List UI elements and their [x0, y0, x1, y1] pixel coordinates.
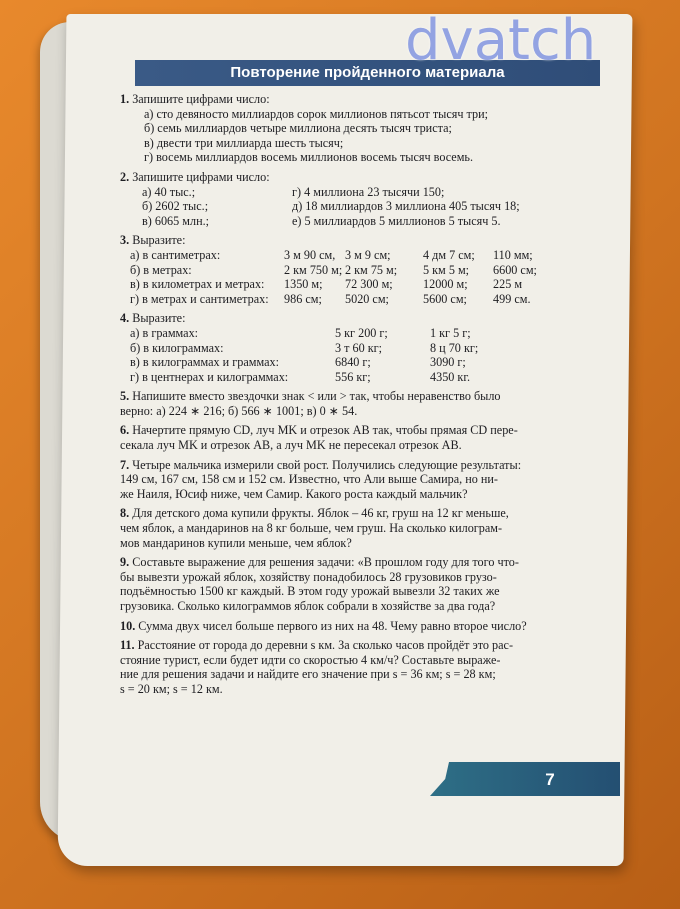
task-text-line: подъёмностью 1500 кг каждый. В этом году урожай вывезли 32 таких же — [120, 584, 500, 599]
task-item-grid — [120, 248, 565, 306]
task-number: 7. — [120, 457, 130, 472]
value: 3 м 90 см, — [284, 247, 336, 262]
task-number: 8. — [120, 506, 130, 521]
task-11 — [120, 638, 565, 696]
task-text-line: Напишите вместо звездочки знак < или > так, чтобы неравенство было — [132, 389, 501, 404]
row-label: г) в центнерах и килограммах: — [130, 369, 289, 384]
task-text-line: 149 см, 167 см, 158 см и 152 см. Известно, что Али выше Самира, но ни- — [120, 472, 498, 487]
value: 8 ц 70 кг; — [430, 340, 479, 355]
task-text-line: Начертите прямую CD, луч MK и отрезок AB так, чтобы прямая CD пере- — [132, 423, 518, 438]
task-text-line: бы вывезти урожай яблок, хозяйству понадобилось 28 грузовиков грузо- — [120, 569, 497, 584]
task-number: 1. — [120, 92, 130, 106]
task-item: д) 18 миллиардов 3 миллиона 405 тысяч 18; — [292, 199, 520, 214]
task-text-line: Для детского дома купили фрукты. Яблок – 46 кг, груш на 12 кг меньше, — [132, 506, 509, 521]
task-item: б) 2602 тыс.; — [142, 199, 209, 214]
value: 5 кг 200 г; — [335, 325, 388, 340]
value: 110 мм; — [493, 247, 533, 262]
task-text-line: чем яблок, а мандаринов на 8 кг больше, чем груш. На сколько килограм- — [120, 521, 503, 536]
row-label: в) в километрах и метрах: — [130, 277, 265, 292]
value: 2 км 750 м; — [284, 262, 343, 277]
task-number: 6. — [120, 423, 130, 438]
value: 12000 м; — [423, 277, 468, 292]
task-text-line: Расстояние от города до деревни s км. За сколько часов пройдёт это рас- — [137, 638, 514, 653]
task-item: а) сто девяносто миллиардов сорок миллионов пятьсот тысяч три; — [144, 106, 489, 121]
row-label: б) в метрах: — [130, 262, 192, 277]
value: 4 дм 7 см; — [423, 247, 475, 262]
value: 499 см. — [493, 291, 531, 306]
task-3 — [120, 233, 565, 306]
task-title: Запишите цифрами число: — [132, 92, 270, 106]
value: 1 кг 5 г; — [430, 325, 471, 340]
task-7 — [120, 458, 565, 502]
row-label: б) в килограммах: — [130, 340, 224, 355]
task-text-line: стояние турист, если будет идти со скоростью 4 км/ч? Составьте выраже- — [120, 652, 501, 667]
task-10 — [120, 619, 565, 634]
task-1 — [120, 92, 565, 165]
task-9 — [120, 555, 565, 613]
value: 3 т 60 кг; — [335, 340, 383, 355]
row-label: г) в метрах и сантиметрах: — [130, 291, 269, 306]
task-number: 4. — [120, 311, 130, 326]
page-number: 7 — [545, 770, 555, 789]
task-2 — [120, 170, 565, 228]
value: 986 см; — [284, 291, 322, 306]
task-item: е) 5 миллиардов 5 миллионов 5 тысяч 5. — [292, 213, 501, 228]
value: 72 300 м; — [345, 277, 393, 292]
task-item-grid — [120, 326, 565, 384]
value: 556 кг; — [335, 369, 371, 384]
value: 225 м — [493, 277, 523, 292]
task-number: 11. — [120, 638, 135, 653]
row-label: в) в килограммах и граммах: — [130, 355, 279, 370]
task-text-line: Составьте выражение для решения задачи: «В прошлом году для того что- — [132, 555, 519, 570]
task-4 — [120, 311, 565, 384]
value: 3 м 9 см; — [345, 247, 391, 262]
value: 6840 г; — [335, 355, 371, 370]
task-item: в) 6065 млн.; — [142, 213, 210, 228]
task-title: Выразите: — [132, 311, 186, 326]
task-number: 9. — [120, 555, 130, 570]
task-text-line: s = 20 км; s = 12 км. — [120, 681, 223, 696]
task-item: в) двести три миллиарда шесть тысяч; — [144, 135, 344, 150]
task-number: 2. — [120, 169, 130, 184]
value: 2 км 75 м; — [345, 262, 398, 277]
value: 6600 см; — [493, 262, 537, 277]
task-item: г) 4 миллиона 23 тысячи 150; — [292, 184, 445, 199]
value: 5 км 5 м; — [423, 262, 470, 277]
task-item: б) семь миллиардов четыре миллиона десять тысяч триста; — [144, 121, 452, 136]
task-text-line: грузовика. Сколько килограммов яблок собрали в хозяйстве за два года? — [120, 599, 496, 613]
row-label: а) в граммах: — [130, 325, 199, 340]
watermark: dvatch — [405, 8, 597, 73]
task-title: Запишите цифрами число: — [132, 169, 270, 184]
task-text-line: секала луч MK и отрезок AB, а луч MK не пересекал отрезок AB. — [120, 438, 462, 453]
task-item-grid — [120, 185, 565, 229]
task-number: 5. — [120, 389, 130, 404]
row-label: а) в сантиметрах: — [130, 247, 221, 262]
task-number: 3. — [120, 233, 130, 248]
task-text-line: мов мандаринов купили меньше, чем яблок? — [120, 535, 352, 550]
task-item: г) восемь миллиардов восемь миллионов восемь тысяч восемь. — [144, 150, 474, 165]
task-text-line: Четыре мальчика измерили свой рост. Получились следующие результаты: — [132, 457, 522, 472]
task-6 — [120, 423, 565, 452]
task-number: 10. — [120, 618, 136, 633]
page-number-band — [430, 762, 620, 796]
task-item: а) 40 тыс.; — [142, 184, 196, 199]
task-8 — [120, 506, 565, 550]
value: 3090 г; — [430, 355, 466, 370]
task-text-line: верно: а) 224 ∗ 216; б) 566 ∗ 1001; в) 0 ∗ 54. — [120, 403, 358, 418]
page-content — [120, 92, 565, 702]
value: 5600 см; — [423, 291, 467, 306]
value: 4350 кг. — [430, 369, 471, 384]
value: 5020 см; — [345, 291, 389, 306]
task-title: Выразите: — [132, 233, 186, 248]
section-title: Повторение пройденного материала — [135, 60, 600, 86]
task-text-line: ние для решения задачи и найдите его значение при s = 36 км; s = 28 км; — [120, 667, 496, 682]
task-5 — [120, 389, 565, 418]
value: 1350 м; — [284, 277, 323, 292]
task-text-line: Сумма двух чисел больше первого из них на 48. Чему равно второе число? — [138, 618, 527, 633]
task-text-line: же Наиля, Юсиф ниже, чем Самир. Какого роста каждый мальчик? — [120, 486, 468, 501]
